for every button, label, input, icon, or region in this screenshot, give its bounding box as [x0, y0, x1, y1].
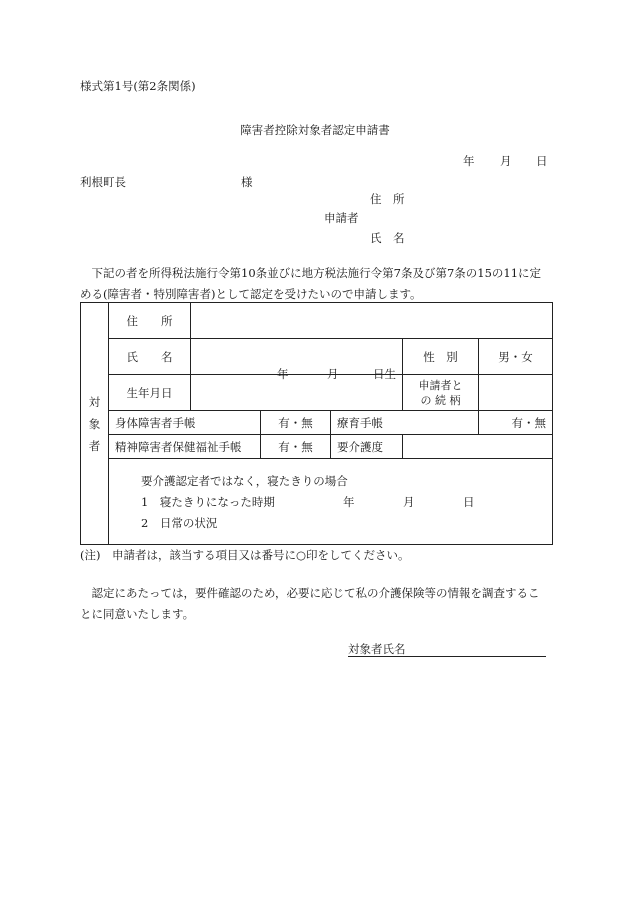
physical-cert-label: 身体障害者手帳 [109, 411, 261, 435]
daily-status-label: 2 日常の状況 [141, 516, 218, 530]
address-label: 住 所 [109, 303, 191, 339]
bedridden-section: 要介護認定者ではなく，寝たきりの場合 1 寝たきりになった時期 年 月 日 2 日常の状況 [109, 459, 553, 545]
date-month: 月 [500, 154, 512, 168]
applicant-label: 申請者 [324, 211, 359, 225]
bedridden-day: 日 [463, 495, 475, 509]
name-label: 氏 名 [109, 339, 191, 375]
signature-label: 対象者氏名 [348, 642, 406, 656]
birth-month: 月 [327, 367, 339, 381]
birth-field[interactable] [191, 367, 403, 411]
bedridden-period-label: 1 寝たきりになった時期 [141, 495, 275, 509]
applicant-address-label: 住 所 [370, 192, 405, 206]
rehab-cert-label: 療育手帳 [331, 411, 479, 435]
addressee-name: 利根町長 [80, 175, 126, 189]
signature-line[interactable] [348, 656, 546, 657]
bedridden-year: 年 [343, 495, 355, 509]
subject-table [80, 302, 553, 545]
addressee-honorific: 様 [241, 175, 253, 189]
mental-cert-label: 精神障害者保健福祉手帳 [109, 435, 261, 459]
birth-year: 年 [277, 367, 289, 381]
consent-paragraph: 認定にあたっては，要件確認のため，必要に応じて私の介護保険等の情報を調査することに同意いたします。 [80, 586, 540, 621]
mental-cert-value[interactable]: 有・無 [261, 435, 331, 459]
date-day: 日 [536, 154, 548, 168]
gender-label: 性 別 [403, 339, 479, 375]
relation-field[interactable] [479, 375, 553, 411]
applicant-name-label: 氏 名 [370, 231, 405, 245]
document-title: 障害者控除対象者認定申請書 [240, 123, 390, 137]
note: (注) 申請者は，該当する項目又は番号に○印をしてください。 [80, 548, 410, 562]
name-field[interactable] [191, 339, 403, 375]
rehab-cert-value[interactable]: 有・無 [479, 411, 553, 435]
birth-label: 生年月日 [109, 375, 191, 411]
bedridden-month: 月 [403, 495, 415, 509]
care-level-field[interactable] [403, 435, 553, 459]
care-level-label: 要介護度 [331, 435, 403, 459]
relation-label: 申請者と の 続 柄 [403, 375, 479, 411]
intro-paragraph: 下記の者を所得税法施行令第10条並びに地方税法施行令第7条及び第7条の15の11に定める(障害者・特別障害者)として認定を受けたいので申請します。 [80, 266, 542, 301]
gender-value[interactable]: 男・女 [479, 339, 553, 375]
date-year: 年 [463, 154, 475, 168]
subject-side-label: 対 象 者 [81, 303, 109, 545]
birth-day: 日生 [373, 367, 396, 381]
form-number: 様式第1号(第2条関係) [80, 79, 196, 93]
physical-cert-value[interactable]: 有・無 [261, 411, 331, 435]
address-field[interactable] [191, 303, 553, 339]
